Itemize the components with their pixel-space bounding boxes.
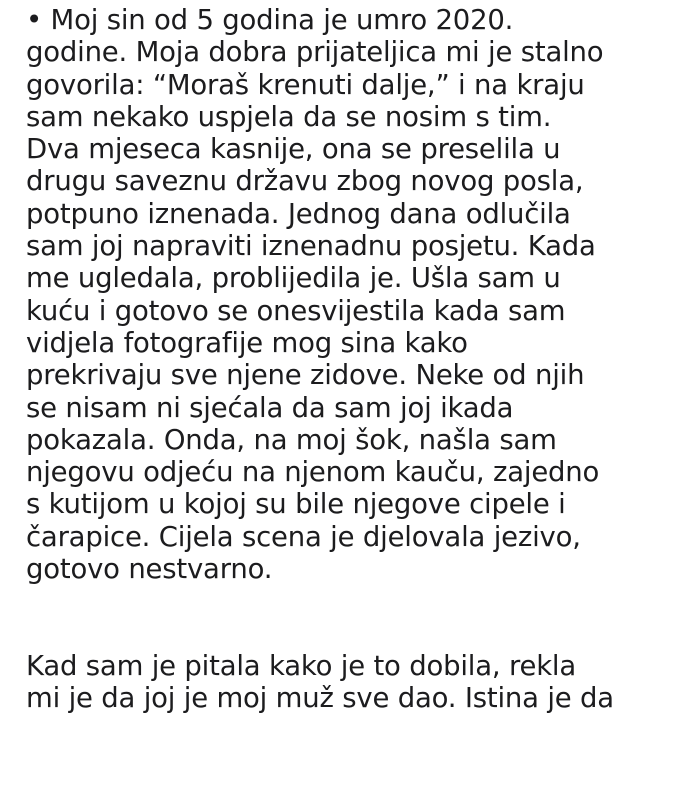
text-line: godine. Moja dobra prijateljica mi je stalno [26, 36, 604, 69]
text-line: njegovu odjeću na njenom kauču, zajedno [26, 456, 600, 489]
text-line: čarapice. Cijela scena je djelovala jezivo, [26, 520, 581, 553]
paragraph-2 [26, 650, 666, 715]
text-line: pokazala. Onda, na moj šok, našla sam [26, 423, 557, 456]
post-text [26, 4, 666, 715]
text-line: mi je da joj je moj muž sve dao. Istina je da [26, 682, 614, 715]
paragraph-1 [26, 4, 666, 585]
text-line: prekrivaju sve njene zidove. Neke od njih [26, 359, 585, 392]
text-line: Dva mjeseca kasnije, ona se preselila u [26, 133, 561, 166]
text-line: kuću i gotovo se onesvijestila kada sam [26, 294, 566, 327]
text-line: Kad sam je pitala kako je to dobila, rekla [26, 649, 577, 682]
text-line: potpuno iznenada. Jednog dana odlučila [26, 197, 571, 230]
text-line: govorila: “Moraš krenuti dalje,” i na kraju [26, 68, 585, 101]
text-line: sam nekako uspjela da se nosim s tim. [26, 100, 552, 133]
text-line: gotovo nestvarno. [26, 553, 273, 586]
text-line: vidjela fotografije mog sina kako [26, 326, 468, 359]
text-line: • Moj sin od 5 godina je umro 2020. [26, 4, 514, 36]
text-line: se nisam ni sjećala da sam joj ikada [26, 391, 514, 424]
text-line: sam joj napraviti iznenadnu posjetu. Kada [26, 230, 596, 263]
paragraph-gap [26, 585, 666, 650]
text-line: s kutijom u kojoj su bile njegove cipele i [26, 488, 566, 521]
text-line: drugu saveznu državu zbog novog posla, [26, 165, 584, 198]
text-line: me ugledala, problijedila je. Ušla sam u [26, 262, 561, 295]
